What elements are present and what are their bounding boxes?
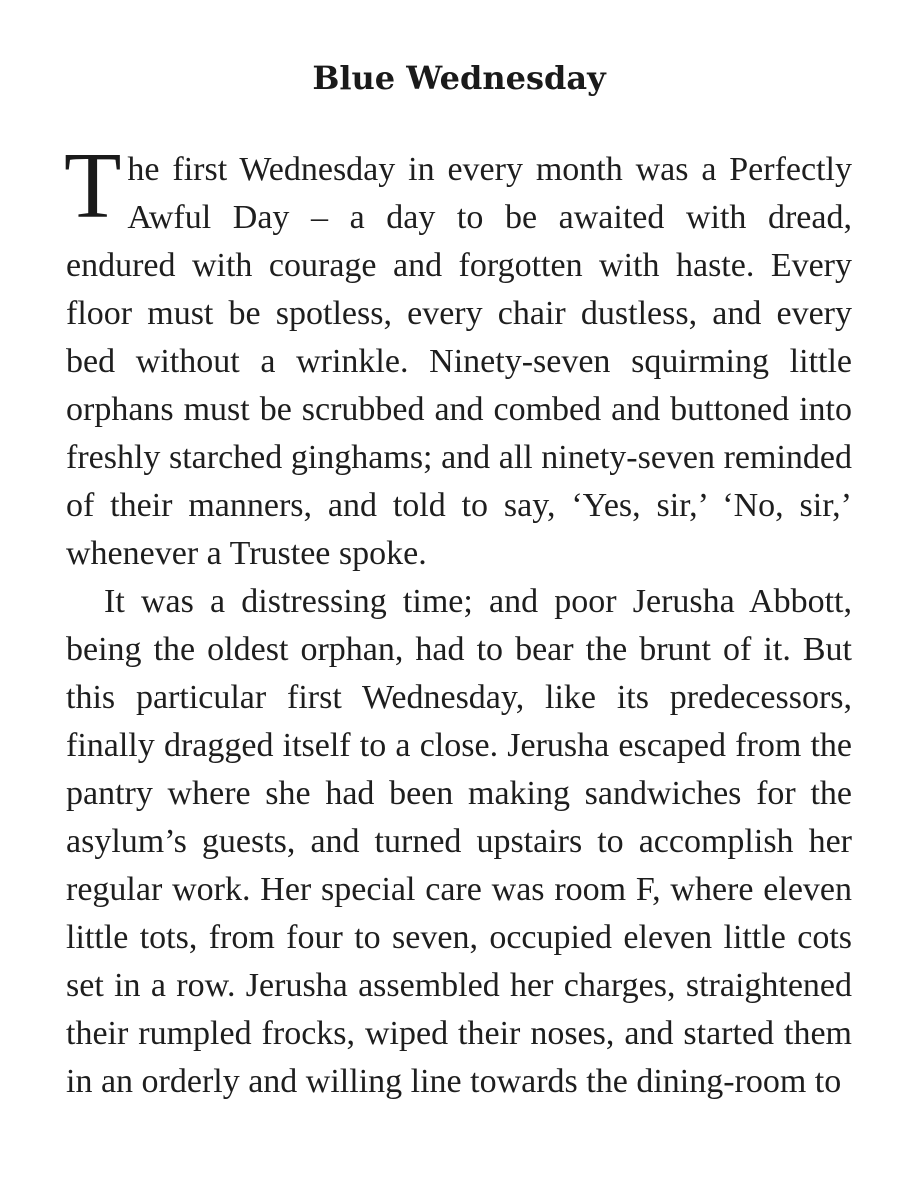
paragraph-1 xyxy=(64,134,852,578)
chapter-title: Blue Wednesday xyxy=(312,59,606,97)
drop-cap: T xyxy=(64,134,122,238)
paragraph-2 xyxy=(66,578,852,1106)
paragraph-2-text: It was a distressing time; and poor Jerusha Abbott, being the oldest orphan, had to bear the brunt of it. But this particular first Wednesday, like its predecessors, finally dragged itself to a close. Jerusha escaped from the pantry where she had been making sandwiches for the asylum’s guests, and turned upstairs to accomplish her regular work. Her special care was room F, where eleven little tots, from four to seven, occupied eleven little cots set in a row. Jerusha assembled her charges, straightened their rumpled frocks, wiped their noses, and started them in an orderly and willing line towards the dining-room to xyxy=(66,583,852,1100)
chapter-body xyxy=(64,134,852,1106)
paragraph-1-text: he first Wednesday in every month was a Perfectly Awful Day – a day to be awaited with dread, endured with courage and forgotten with haste. Every floor must be spotless, every chair dustless, and every bed without a wrinkle. Ninety-seven squirming little orphans must be scrubbed and combed and buttoned into freshly starched ginghams; and all ninety-seven reminded of their manners, and told to say, ‘Yes, sir,’ ‘No, sir,’ whenever a Trustee spoke. xyxy=(66,151,852,572)
